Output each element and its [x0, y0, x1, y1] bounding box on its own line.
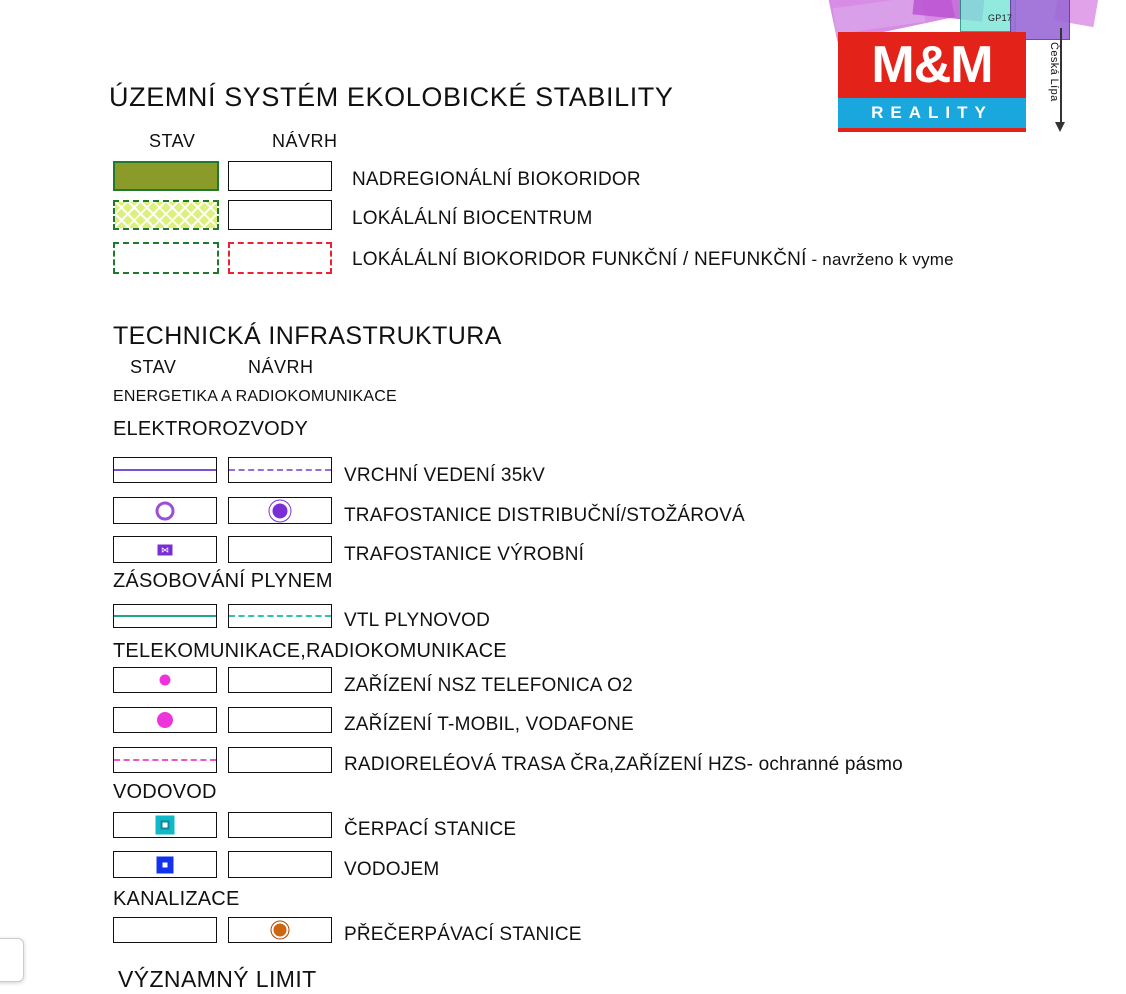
logo-bottom-text: REALITY — [838, 98, 1026, 128]
group-heading-elektrorozvody: ELEKTROROZVODY — [113, 418, 309, 440]
map-road-label: Česká Lípa — [1048, 42, 1060, 102]
legend-label-telefonica-o2: ZAŘÍZENÍ NSZ TELEFONICA O2 — [344, 675, 633, 696]
map-road-line — [1060, 28, 1062, 126]
legend-label-precerpavaci-stanice: PŘEČERPÁVACÍ STANICE — [344, 924, 582, 945]
legend-label-suffix: - navrženo k vyme — [806, 250, 954, 269]
sewage-pump-dot-icon — [272, 922, 289, 939]
swatch-vrchni-vedeni-stav — [113, 457, 217, 483]
legend-label-main: LOKÁLÁLNÍ BIOKORIDOR FUNKČNÍ / NEFUNKČNÍ — [352, 249, 807, 270]
swatch-hatch — [115, 202, 217, 228]
uses-col-header-navrh: NÁVRH — [272, 131, 338, 151]
water-reservoir-square-icon — [157, 856, 174, 873]
legend-label-trafostanice-vyrobni: TRAFOSTANICE VÝROBNÍ — [344, 544, 585, 565]
legend-label-vrchni-vedeni-35kv: VRCHNÍ VEDENÍ 35kV — [344, 465, 546, 486]
legend-label-vtl-plynovod: VTL PLYNOVOD — [344, 610, 490, 631]
swatch-trafostanice-distribucni-navrh — [228, 497, 332, 524]
legend-label-lokalni-biokoridor — [352, 249, 954, 271]
legend-label-tmobil-vodafone: ZAŘÍZENÍ T-MOBIL, VODAFONE — [344, 714, 634, 735]
swatch-telefonica-stav — [113, 667, 217, 693]
swatch-fill — [115, 202, 217, 228]
line-symbol — [114, 469, 216, 471]
section-title-uses: ÚZEMNÍ SYSTÉM EKOLOBICKÉ STABILITY — [109, 82, 674, 112]
trafostanice-ring-icon — [156, 501, 175, 520]
telecom-dot-icon — [160, 675, 171, 686]
map-parcel-label: GP17 — [988, 13, 1013, 23]
swatch-telefonica-navrh — [228, 667, 332, 693]
telecom-dot-icon — [157, 712, 173, 728]
swatch-lokalni-biokoridor-stav — [113, 242, 219, 274]
group-heading-vodovod: VODOVOD — [113, 781, 217, 803]
swatch-fill — [115, 163, 217, 189]
trafostanice-dot-icon — [270, 500, 291, 521]
map-fragment — [820, 0, 1126, 150]
swatch-nadregionalni-biokoridor-stav — [113, 161, 219, 191]
swatch-precerpavaci-stanice-navrh — [228, 917, 332, 943]
line-symbol — [229, 469, 331, 471]
swatch-vrchni-vedeni-navrh — [228, 457, 332, 483]
group-heading-kanalizace: KANALIZACE — [113, 888, 240, 910]
swatch-lokalni-biocentrum-stav — [113, 200, 219, 230]
swatch-cerpaci-stanice-stav — [113, 812, 217, 838]
trafostanice-square-icon: ⋈ — [158, 544, 173, 555]
section-title-vyznamny-limit: VÝZNAMNÝ LIMIT — [118, 966, 317, 992]
ti-subtitle-energetika: ENERGETIKA A RADIOKOMUNIKACE — [113, 388, 397, 405]
map-direction-arrow-icon — [1055, 122, 1065, 132]
swatch-lokalni-biocentrum-navrh — [228, 200, 332, 230]
legend-label-vodojem: VODOJEM — [344, 859, 440, 880]
swatch-lokalni-biokoridor-navrh — [228, 242, 332, 274]
line-symbol — [114, 759, 216, 761]
swatch-cerpaci-stanice-navrh — [228, 812, 332, 838]
ti-col-header-stav: STAV — [130, 357, 177, 377]
swatch-tmobil-vodafone-navrh — [228, 707, 332, 733]
logo-top-text: M&M — [871, 36, 993, 94]
pump-station-square-icon — [156, 816, 175, 835]
swatch-vodojem-navrh — [228, 851, 332, 878]
legend-label-trafostanice-distribucni: TRAFOSTANICE DISTRIBUČNÍ/STOŽÁROVÁ — [344, 505, 745, 526]
swatch-vtl-plynovod-stav — [113, 604, 217, 628]
swatch-precerpavaci-stanice-stav — [113, 917, 217, 943]
legend-label-lokalni-biocentrum: LOKÁLÁLNÍ BIOCENTRUM — [352, 208, 593, 229]
line-symbol — [114, 615, 216, 617]
line-symbol — [229, 615, 331, 617]
swatch-vodojem-stav — [113, 851, 217, 878]
legend-label-nadregionalni-biokoridor: NADREGIONÁLNÍ BIOKORIDOR — [352, 169, 641, 190]
swatch-radioreleova-trasa-navrh — [228, 747, 332, 773]
swatch-nadregionalni-biokoridor-navrh — [228, 161, 332, 191]
swatch-tmobil-vodafone-stav — [113, 707, 217, 733]
swatch-trafostanice-vyrobni-stav — [113, 536, 217, 563]
swatch-radioreleova-trasa-stav — [113, 747, 217, 773]
mm-reality-logo — [838, 32, 1026, 132]
swatch-vtl-plynovod-navrh — [228, 604, 332, 628]
section-title-technicka-infrastruktura: TECHNICKÁ INFRASTRUKTURA — [113, 322, 502, 350]
ti-col-header-navrh: NÁVRH — [248, 357, 314, 377]
legend-label-radioreleova-trasa: RADIORELÉOVÁ TRASA ČRa,ZAŘÍZENÍ HZS- ochranné pásmo — [344, 754, 903, 775]
legend-label-cerpaci-stanice: ČERPACÍ STANICE — [344, 819, 517, 840]
group-heading-telekomunikace: TELEKOMUNIKACE,RADIOKOMUNIKACE — [113, 640, 507, 662]
corner-panel[interactable] — [0, 938, 24, 982]
group-heading-zasobovani-plynem: ZÁSOBOVÁNÍ PLYNEM — [113, 570, 333, 592]
swatch-trafostanice-vyrobni-navrh — [228, 536, 332, 563]
uses-col-header-stav: STAV — [149, 131, 196, 151]
swatch-trafostanice-distribucni-stav — [113, 497, 217, 524]
